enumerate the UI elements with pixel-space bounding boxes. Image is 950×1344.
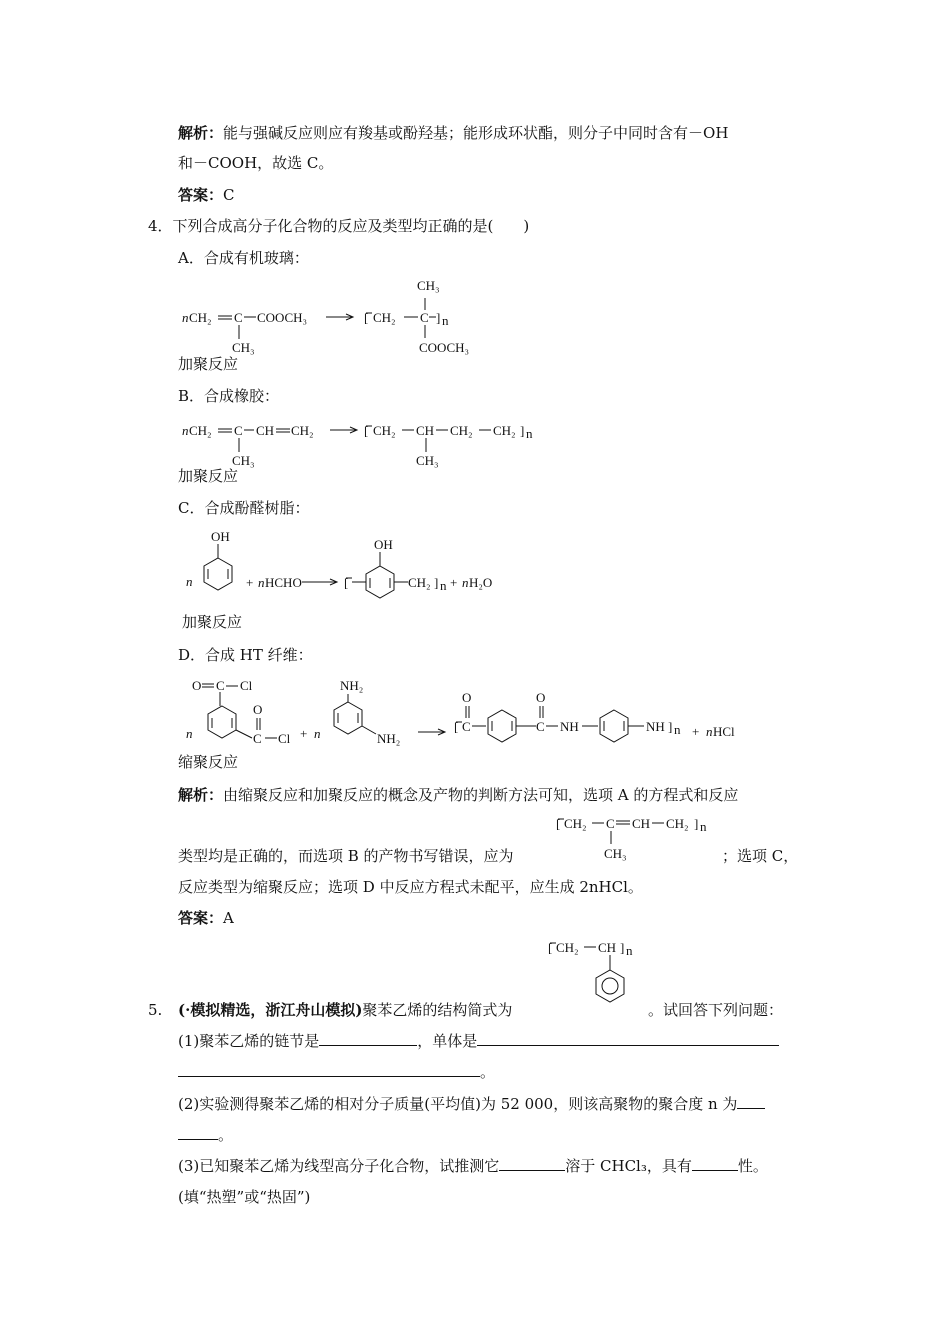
svg-text:NH₂: NH₂ bbox=[340, 678, 364, 693]
svg-text:NH: NH bbox=[560, 719, 579, 734]
svg-text:CH₂: CH₂ bbox=[373, 310, 396, 325]
blank-degree-n-cont[interactable] bbox=[178, 1125, 218, 1140]
q4-analysis-line2a: 类型均是正确的，而选项 B 的产物书写错误，应为 bbox=[178, 847, 514, 865]
svg-text:CH₂: CH₂ bbox=[556, 940, 579, 955]
svg-text:n: n bbox=[700, 819, 707, 834]
svg-text:CH₃: CH₃ bbox=[417, 278, 440, 293]
svg-text:CH₃: CH₃ bbox=[604, 846, 627, 861]
svg-text:CH: CH bbox=[632, 816, 651, 831]
svg-text:CH₂: CH₂ bbox=[408, 575, 431, 590]
q5-stem-end: 。试回答下列问题： bbox=[648, 1001, 784, 1019]
svg-text:COOCH₃: COOCH₃ bbox=[419, 340, 470, 355]
svg-text:O: O bbox=[253, 702, 263, 717]
svg-text:NH: NH bbox=[646, 719, 665, 734]
svg-text:CH₂: CH₂ bbox=[189, 310, 212, 325]
svg-text:Cl: Cl bbox=[278, 731, 291, 746]
q5-part2: (2)实验测得聚苯乙烯的相对分子质量(平均值)为 52 000，则该高聚物的聚合度 n 为 bbox=[178, 1094, 765, 1114]
svg-text:CH₂: CH₂ bbox=[189, 423, 212, 438]
blank-solubility[interactable] bbox=[499, 1156, 565, 1171]
svg-text:[: [ bbox=[364, 423, 369, 438]
svg-text:n: n bbox=[626, 943, 633, 958]
svg-text:CH₂: CH₂ bbox=[564, 816, 587, 831]
blank-repeat-unit[interactable] bbox=[319, 1031, 417, 1046]
option-b-label: B．合成橡胶： bbox=[178, 387, 280, 405]
blank-degree-n[interactable] bbox=[737, 1094, 765, 1109]
option-c-label: C．合成酚醛树脂： bbox=[178, 499, 310, 517]
svg-text:CH₂: CH₂ bbox=[373, 423, 396, 438]
option-a-label: A．合成有机玻璃： bbox=[178, 249, 309, 267]
svg-text:n: n bbox=[258, 575, 265, 590]
svg-text:]: ] bbox=[520, 423, 525, 438]
reaction-b-equation bbox=[180, 414, 540, 470]
svg-text:]: ] bbox=[436, 310, 441, 325]
option-b-type: 加聚反应 bbox=[178, 467, 239, 485]
blank-monomer[interactable] bbox=[477, 1031, 779, 1046]
svg-text:n: n bbox=[674, 722, 681, 737]
svg-text:n: n bbox=[440, 578, 447, 593]
svg-text:O: O bbox=[192, 678, 202, 693]
svg-text:CH: CH bbox=[416, 423, 435, 438]
svg-text:NH₂: NH₂ bbox=[377, 731, 401, 746]
svg-text:+: + bbox=[246, 575, 254, 590]
svg-text:]: ] bbox=[434, 575, 439, 590]
svg-text:O: O bbox=[536, 690, 546, 705]
svg-text:n: n bbox=[526, 426, 533, 441]
svg-text:n: n bbox=[442, 313, 449, 328]
svg-text:C: C bbox=[216, 678, 225, 693]
svg-text:CH: CH bbox=[256, 423, 275, 438]
svg-text:]: ] bbox=[620, 940, 625, 955]
svg-text:OH: OH bbox=[211, 529, 230, 544]
svg-text:+: + bbox=[300, 726, 308, 741]
q4-analysis-line1: 解析：由缩聚反应和加聚反应的概念及产物的判断方法可知，选项 A 的方程式和反应 bbox=[178, 786, 739, 804]
analysis-label: 解析： bbox=[178, 124, 224, 142]
blank-property[interactable] bbox=[692, 1156, 738, 1171]
corrected-product-b bbox=[556, 812, 736, 864]
svg-text:[: [ bbox=[364, 310, 369, 325]
svg-text:HCl: HCl bbox=[713, 724, 735, 739]
svg-text:C: C bbox=[606, 816, 615, 831]
svg-text:CH₃: CH₃ bbox=[232, 453, 255, 468]
q3-answer: 答案：C bbox=[178, 186, 235, 204]
svg-text:n: n bbox=[462, 575, 469, 590]
blank-monomer-cont[interactable] bbox=[178, 1062, 480, 1077]
svg-text:n: n bbox=[182, 310, 189, 325]
svg-text:C: C bbox=[253, 731, 262, 746]
option-d-type: 缩聚反应 bbox=[178, 753, 239, 771]
svg-text:]: ] bbox=[694, 816, 699, 831]
svg-text:O: O bbox=[462, 690, 472, 705]
q5-part3-hint: (填“热塑”或“热固”) bbox=[178, 1188, 311, 1206]
q3-analysis-line1: 解析：能与强碱反应则应有羧基或酚羟基；能形成环状酯，则分子中同时含有－OH bbox=[178, 124, 729, 142]
svg-text:]: ] bbox=[668, 719, 673, 734]
q4-answer: 答案：A bbox=[178, 909, 234, 927]
svg-text:+: + bbox=[692, 724, 700, 739]
svg-text:n: n bbox=[706, 724, 713, 739]
svg-text:[: [ bbox=[548, 940, 553, 955]
reaction-d-equation bbox=[180, 676, 760, 756]
reaction-a-equation bbox=[180, 276, 500, 356]
q4-analysis-line2b: ；选项 C， bbox=[722, 847, 799, 865]
svg-text:OH: OH bbox=[374, 537, 393, 552]
svg-text:Cl: Cl bbox=[240, 678, 253, 693]
svg-text:CH₃: CH₃ bbox=[232, 340, 255, 355]
q5-stem: (·模拟精选，浙江舟山模拟)聚苯乙烯的结构简式为 bbox=[178, 1001, 513, 1019]
svg-text:COOCH₃: COOCH₃ bbox=[257, 310, 308, 325]
q5-part3: (3)已知聚苯乙烯为线型高分子化合物，试推测它 溶于 CHCl₃，具有 性。 bbox=[178, 1157, 768, 1175]
svg-text:+: + bbox=[450, 575, 458, 590]
q3-analysis-line2: 和－COOH，故选 C。 bbox=[178, 154, 334, 172]
svg-text:n: n bbox=[186, 726, 193, 741]
svg-text:CH₂: CH₂ bbox=[493, 423, 516, 438]
svg-text:C: C bbox=[234, 423, 243, 438]
option-c-type: 加聚反应 bbox=[182, 613, 243, 631]
option-d-label: D．合成 HT 纤维： bbox=[178, 646, 313, 664]
svg-text:[: [ bbox=[454, 719, 459, 734]
svg-text:C: C bbox=[462, 719, 471, 734]
reaction-c-equation bbox=[180, 528, 520, 618]
q4-analysis-line3: 反应类型为缩聚反应；选项 D 中反应方程式未配平，应生成 2nHCl。 bbox=[178, 878, 643, 896]
svg-text:CH₂: CH₂ bbox=[450, 423, 473, 438]
q5-part1-cont: 。 bbox=[178, 1062, 495, 1082]
svg-text:CH₂: CH₂ bbox=[666, 816, 689, 831]
q4-stem: 4．下列合成高分子化合物的反应及类型均正确的是( ) bbox=[148, 217, 530, 235]
svg-text:n: n bbox=[186, 574, 193, 589]
option-a-type: 加聚反应 bbox=[178, 355, 239, 373]
svg-text:n: n bbox=[182, 423, 189, 438]
svg-text:CH₃: CH₃ bbox=[416, 453, 439, 468]
svg-text:[: [ bbox=[556, 816, 561, 831]
q5-part2-cont: 。 bbox=[178, 1125, 233, 1145]
svg-text:n: n bbox=[314, 726, 321, 741]
svg-text:CH₂: CH₂ bbox=[291, 423, 314, 438]
q5-number: 5. bbox=[148, 1001, 163, 1019]
svg-text:H₂O: H₂O bbox=[469, 575, 493, 590]
svg-text:C: C bbox=[234, 310, 243, 325]
svg-text:[: [ bbox=[344, 575, 349, 590]
svg-text:HCHO: HCHO bbox=[265, 575, 302, 590]
svg-text:C: C bbox=[536, 719, 545, 734]
svg-text:CH: CH bbox=[598, 940, 617, 955]
svg-text:C: C bbox=[420, 310, 429, 325]
q5-part1: (1)聚苯乙烯的链节是 ，单体是 bbox=[178, 1031, 779, 1051]
